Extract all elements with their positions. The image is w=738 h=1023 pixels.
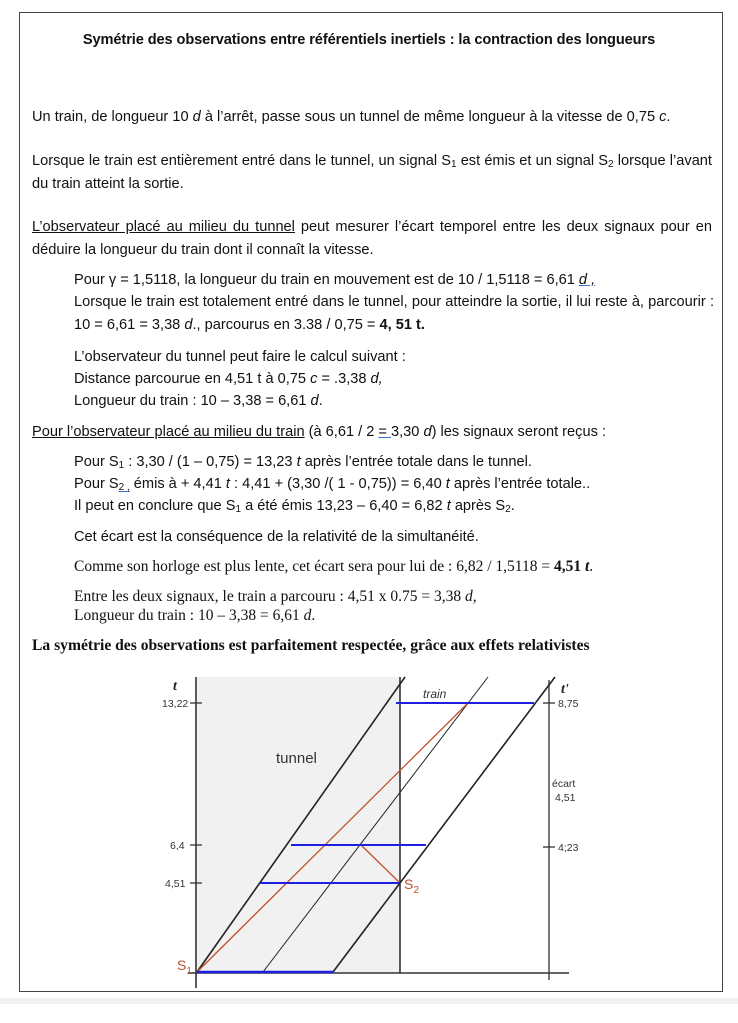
tick-label-4-23: 4;23 (558, 842, 579, 854)
length-calc: Longueur du train : 10 – 3,38 = 6,61 d. (74, 607, 316, 624)
conclusion-statement: La symétrie des observations est parfaitement respectée, grâce aux effets relativistes (32, 637, 590, 654)
tick-label-8-75: 8,75 (558, 698, 579, 710)
t-axis-label: t (173, 679, 177, 694)
conclusion-calc: Il peut en conclure que $S_1$ a été émis 13,23 – 6,40 = 6,82 t après $S_2$. (74, 498, 515, 515)
tick-label-13-22: 13,22 (162, 698, 189, 710)
distance-calc: Entre les deux signaux, le train a parcouru : 4,51 x 0.75 = 3,38 d, (74, 588, 477, 605)
remaining-distance-calc: Lorsque le train est totalement entré dans le tunnel, pour atteindre la sortie, il lui reste à, parcourir : 10 = 6,61 = 3,38 d., parcourus en 3.38 / 0,75 = 4, 51 t. (74, 294, 714, 333)
clock-calc: Comme son horloge est plus lente, cet écart sera pour lui de : 6,82 / 1,5118 = 4,51 t. (74, 558, 594, 575)
s2-label: $S_2$ (404, 876, 419, 896)
ecart-label: écart (552, 778, 576, 790)
tunnel-observer-heading: L’observateur placé au milieu du tunnel (32, 219, 295, 235)
s2-calc: Pour $S_{2 ,}$ émis à + 4,41 t : 4,41 + (3,30 /( 1 - 0,75)) = 6,40 t après l’entrée totale.. (74, 476, 591, 493)
train-observer-heading: Pour l’observateur placé au milieu du train (32, 424, 305, 440)
tunnel-label: tunnel (276, 750, 317, 767)
intro-paragraph-1: Un train, de longueur 10 d à l’arrêt, passe sous un tunnel de même longueur à la vitesse de 0,75 c. (32, 109, 671, 125)
tick-label-6-4: 6,4 (170, 840, 185, 852)
tunnel-calc-length: Longueur du train : 10 – 3,38 = 6,61 d. (74, 393, 323, 409)
tunnel-calc-distance: Distance parcourue en 4,51 t à 0,75 c = .3,38 d, (74, 371, 383, 387)
s1-label: $S_1$ (177, 957, 192, 977)
tunnel-calc-intro: L’observateur du tunnel peut faire le calcul suivant : (74, 349, 406, 365)
train-observer-paragraph: Pour l’observateur placé au milieu du train (à 6,61 / 2 = 3,30 d) les signaux seront reçus : (32, 424, 606, 440)
s1-calc: Pour $S_1$ : 3,30 / (1 – 0,75) = 13,23 t après l’entrée totale dans le tunnel. (74, 454, 532, 471)
train-label: train (423, 687, 447, 701)
tunnel-observer-paragraph: L’observateur placé au milieu du tunnel peut mesurer l’écart temporel entre les deux signaux pour en déduire la longueur du train dont il connaît la vitesse. (32, 219, 712, 258)
tick-label-4-51: 4,51 (165, 878, 186, 890)
ecart-value: 4,51 (555, 792, 576, 804)
gamma-calc-line: Pour γ = 1,5118, la longueur du train en mouvement est de 10 / 1,5118 = 6,61 d , (74, 272, 596, 288)
intro-paragraph-2: Lorsque le train est entièrement entré dans le tunnel, un signal $S_1$ est émis et un signal $S_2$ lorsque l’avant du train atteint la sortie. (32, 153, 712, 192)
document-title: Symétrie des observations entre référentiels inertiels : la contraction des longueurs (82, 32, 656, 48)
t-prime-axis-label: t' (561, 682, 569, 697)
simultaneity-note: Cet écart est la conséquence de la relativité de la simultanéité. (74, 529, 479, 545)
